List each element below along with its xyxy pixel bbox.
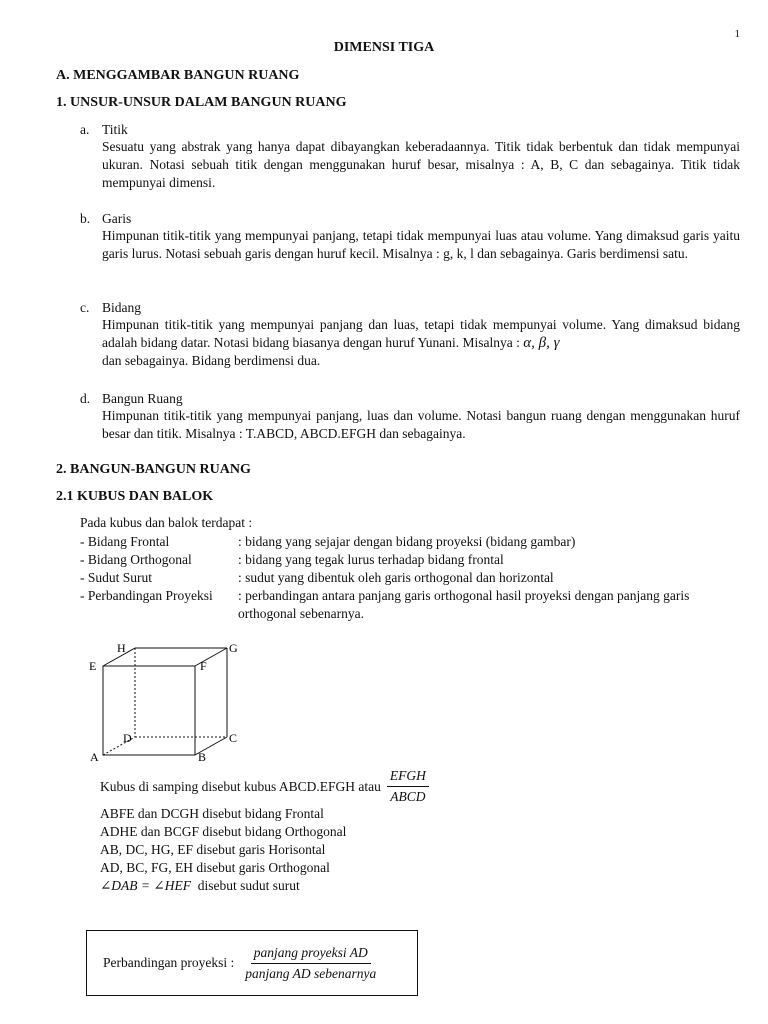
kubus-caption bbox=[100, 768, 429, 805]
item-b-label: Garis bbox=[102, 211, 132, 226]
section-21-heading: 2.1 KUBUS DAN BALOK bbox=[56, 489, 214, 504]
cube-label-f: F bbox=[200, 659, 207, 673]
cube-label-g: G bbox=[229, 641, 238, 655]
definition-term: - Bidang Frontal bbox=[80, 534, 170, 549]
definition-term: - Perbandingan Proyeksi bbox=[80, 588, 213, 603]
cube-facts bbox=[100, 805, 346, 895]
item-c-text-main: Himpunan titik-titik yang mempunyai panjang dan luas, tetapi tidak mempunyai volume. Yang dimaksud bidang adalah bidang datar. Notasi bidang biasanya dengan huruf Yunani. Misalnya : bbox=[102, 317, 740, 350]
definition-row bbox=[80, 587, 740, 623]
fraction-denominator: panjang AD sebenarnya bbox=[245, 965, 377, 981]
item-d-marker: d. bbox=[80, 391, 91, 406]
definition-desc: : bidang yang tegak lurus terhadap bidang frontal bbox=[238, 552, 504, 567]
item-a-marker: a. bbox=[80, 122, 90, 137]
cube-diagram bbox=[86, 640, 256, 766]
definition-term: - Sudut Surut bbox=[80, 570, 153, 585]
fact-line: AD, BC, FG, EH disebut garis Orthogonal bbox=[100, 860, 330, 875]
kubus-text: Kubus di samping disebut kubus ABCD.EFGH atau bbox=[100, 778, 381, 794]
greek-letters: α, β, γ bbox=[523, 335, 560, 351]
section-1-heading: 1. UNSUR-UNSUR DALAM BANGUN RUANG bbox=[56, 95, 347, 110]
definition-desc: : perbandingan antara panjang garis orthogonal hasil proyeksi dengan panjang garis orthogonal sebenarnya. bbox=[238, 588, 690, 621]
fact-line: ADHE dan BCGF disebut bidang Orthogonal bbox=[100, 824, 347, 839]
definition-term: - Bidang Orthogonal bbox=[80, 552, 192, 567]
definition-row bbox=[80, 569, 740, 587]
intro-text: Pada kubus dan balok terdapat : bbox=[80, 515, 253, 530]
item-c-text-end: dan sebagainya. Bidang berdimensi dua. bbox=[102, 353, 321, 368]
definition-list bbox=[80, 533, 740, 623]
item-a-text: Sesuatu yang abstrak yang hanya dapat dibayangkan keberadaannya. Titik tidak berbentuk dan tidak mempunyai ukuran. Notasi sebuah titik dengan menggunakan huruf besar, misalnya : A, B, C dan sebagainya. Titik tidak mempunyai dimensi. bbox=[102, 139, 740, 190]
projection-label: Perbandingan proyeksi : bbox=[103, 955, 235, 970]
definition-desc: : sudut yang dibentuk oleh garis orthogonal dan horizontal bbox=[238, 570, 554, 585]
projection-ratio-box bbox=[86, 930, 418, 996]
projection-fraction bbox=[242, 945, 379, 982]
fraction-denominator: ABCD bbox=[390, 789, 426, 804]
item-c-marker: c. bbox=[80, 300, 90, 315]
cube-label-b: B bbox=[198, 750, 207, 764]
section-a-heading: A. MENGGAMBAR BANGUN RUANG bbox=[56, 68, 300, 83]
item-b-marker: b. bbox=[80, 211, 91, 226]
fraction-numerator: EFGH bbox=[387, 768, 429, 787]
item-c-text bbox=[102, 316, 740, 370]
item-b-text: Himpunan titik-titik yang mempunyai panjang, tetapi tidak mempunyai luas atau volume. Yang dimaksud garis yaitu garis lurus. Notasi sebuah garis dengan huruf kecil. Misalnya : g, k, l dan sebagainya. Garis berdimensi satu. bbox=[102, 228, 740, 261]
angle-text: disebut sudut surut bbox=[197, 878, 300, 893]
definition-row bbox=[80, 533, 740, 551]
cube-label-c: C bbox=[229, 731, 238, 745]
item-c-label: Bidang bbox=[102, 300, 141, 315]
fact-line: AB, DC, HG, EF disebut garis Horisontal bbox=[100, 842, 326, 857]
item-d-label: Bangun Ruang bbox=[102, 391, 183, 406]
item-d-text: Himpunan titik-titik yang mempunyai panjang, luas dan volume. Notasi bangun ruang dengan menggunakan huruf besar dan titik. Misalnya : T.ABCD, ABCD.EFGH dan sebagainya. bbox=[102, 408, 740, 441]
cube-label-h: H bbox=[117, 641, 126, 655]
cube-label-e: E bbox=[89, 659, 97, 673]
section-2-heading: 2. BANGUN-BANGUN RUANG bbox=[56, 462, 251, 477]
item-a-label: Titik bbox=[102, 122, 128, 137]
cube-front-face bbox=[103, 666, 195, 755]
fact-line: ABFE dan DCGH disebut bidang Frontal bbox=[100, 806, 324, 821]
cube-label-d: D bbox=[123, 731, 132, 745]
cube-label-a: A bbox=[90, 750, 99, 764]
definition-desc: : bidang yang sejajar dengan bidang proyeksi (bidang gambar) bbox=[238, 534, 576, 549]
page-number: 1 bbox=[734, 28, 740, 40]
page-title: DIMENSI TIGA bbox=[333, 40, 435, 55]
angle-expression: ∠DAB = ∠HEF bbox=[100, 878, 191, 893]
definition-row bbox=[80, 551, 740, 569]
fraction-numerator: panjang proyeksi AD bbox=[251, 945, 371, 964]
kubus-fraction bbox=[387, 768, 429, 805]
angle-line bbox=[100, 877, 346, 895]
